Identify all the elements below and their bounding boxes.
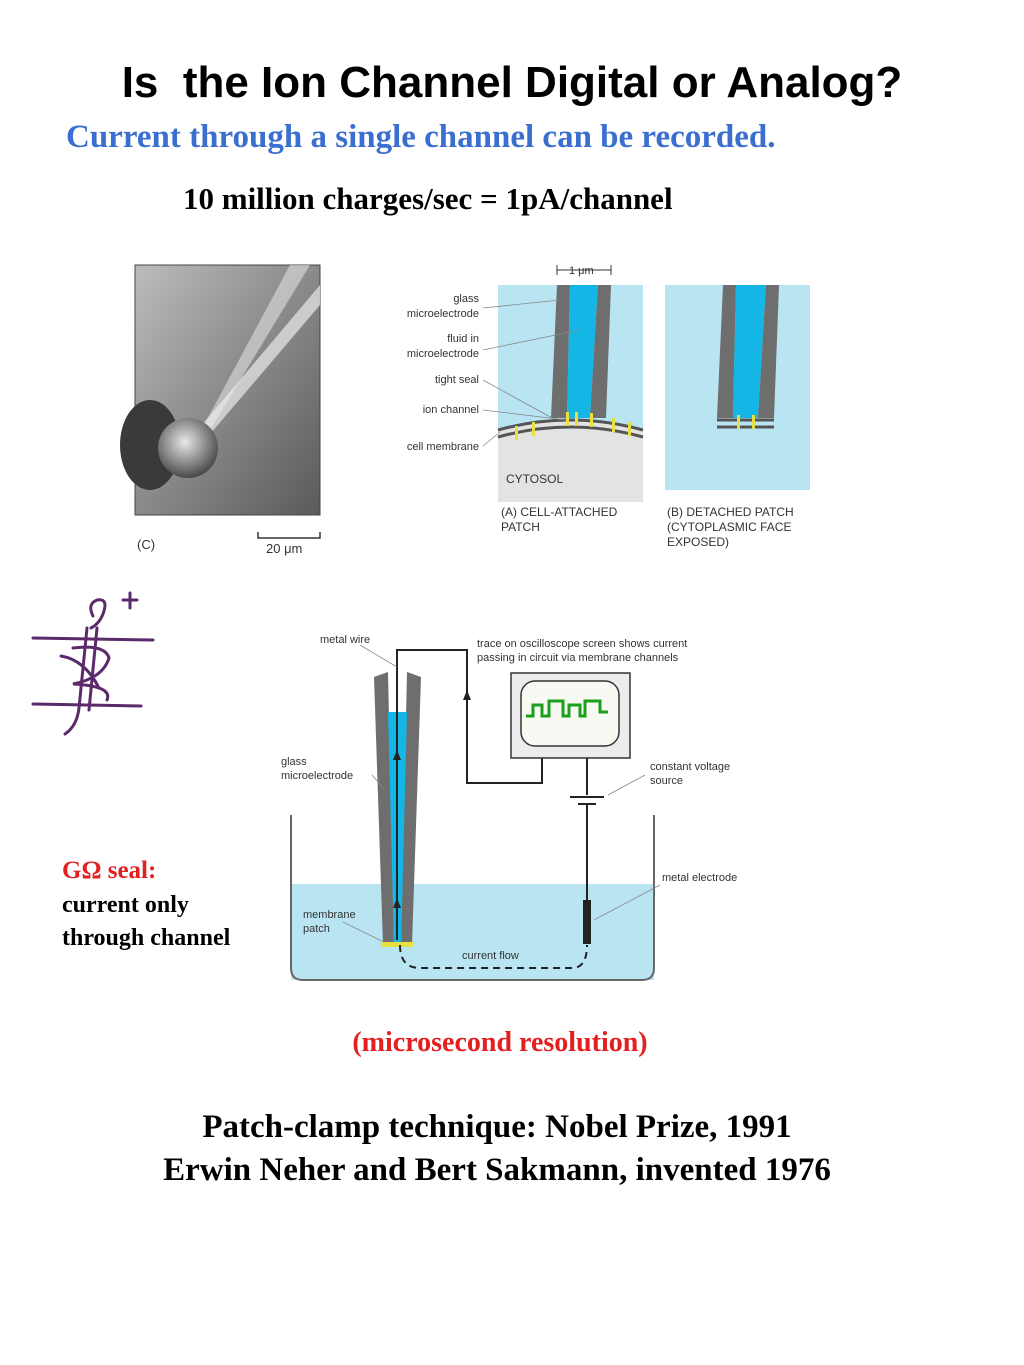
label-glass: glass bbox=[281, 756, 307, 768]
seal-line-1: current only bbox=[62, 892, 189, 918]
label-glass: glass bbox=[453, 293, 479, 305]
label-ion-channel: ion channel bbox=[422, 404, 479, 416]
caption-b-line1: (B) DETACHED PATCH bbox=[667, 505, 794, 519]
seal-line-2: through channel bbox=[62, 925, 231, 951]
voltage-source bbox=[570, 797, 604, 804]
label-constant-voltage: constant voltage bbox=[650, 761, 731, 773]
label-patch: patch bbox=[303, 923, 330, 935]
label-source: source bbox=[650, 775, 684, 787]
micron-label: 1 μm bbox=[569, 265, 594, 277]
label-glass-microelectrode: microelectrode bbox=[281, 770, 354, 782]
photo-label: (C) bbox=[137, 537, 156, 552]
label-trace-line1: trace on oscilloscope screen shows current bbox=[477, 638, 688, 650]
credit-line-2: Erwin Neher and Bert Sakmann, invented 1976 bbox=[163, 1152, 831, 1188]
label-membrane: membrane bbox=[303, 909, 356, 921]
label-glass-microelectrode: microelectrode bbox=[406, 308, 479, 320]
micrograph-photo bbox=[120, 265, 320, 515]
panel-cell-attached bbox=[498, 285, 643, 502]
caption-a-line2: PATCH bbox=[501, 520, 540, 534]
charges-equation: 10 million charges/sec = 1pA/channel bbox=[183, 181, 673, 216]
label-current-flow: current flow bbox=[462, 950, 519, 962]
resolution-note: (microsecond resolution) bbox=[352, 1027, 648, 1058]
metal-electrode bbox=[583, 900, 591, 944]
oscilloscope bbox=[511, 673, 630, 758]
caption-b-line2: (CYTOPLASMIC FACE bbox=[667, 520, 792, 534]
panel-detached-patch bbox=[665, 285, 810, 490]
label-metal-electrode: metal electrode bbox=[662, 872, 738, 884]
cytosol-label: CYTOSOL bbox=[506, 472, 564, 486]
scale-bar bbox=[258, 532, 320, 538]
patch-figure-top bbox=[0, 240, 1024, 580]
label-tight-seal: tight seal bbox=[434, 374, 479, 386]
caption-b-line3: EXPOSED) bbox=[667, 535, 730, 549]
label-metal-wire: metal wire bbox=[320, 634, 371, 646]
subtitle: Current through a single channel can be recorded. bbox=[66, 119, 776, 155]
caption-a-line1: (A) CELL-ATTACHED bbox=[501, 505, 618, 519]
credit-line-1: Patch-clamp technique: Nobel Prize, 1991 bbox=[202, 1109, 792, 1145]
label-trace-line2: passing in circuit via membrane channels bbox=[477, 652, 679, 664]
label-fluid-microelectrode: microelectrode bbox=[406, 348, 479, 360]
label-fluid: fluid in bbox=[447, 333, 479, 345]
slide-title: Is the Ion Channel Digital or Analog? bbox=[121, 58, 903, 107]
seal-title: GΩ seal: bbox=[62, 857, 157, 884]
scale-label: 20 μm bbox=[266, 541, 303, 556]
label-cell-membrane: cell membrane bbox=[406, 441, 479, 453]
membrane-patch bbox=[381, 942, 413, 947]
